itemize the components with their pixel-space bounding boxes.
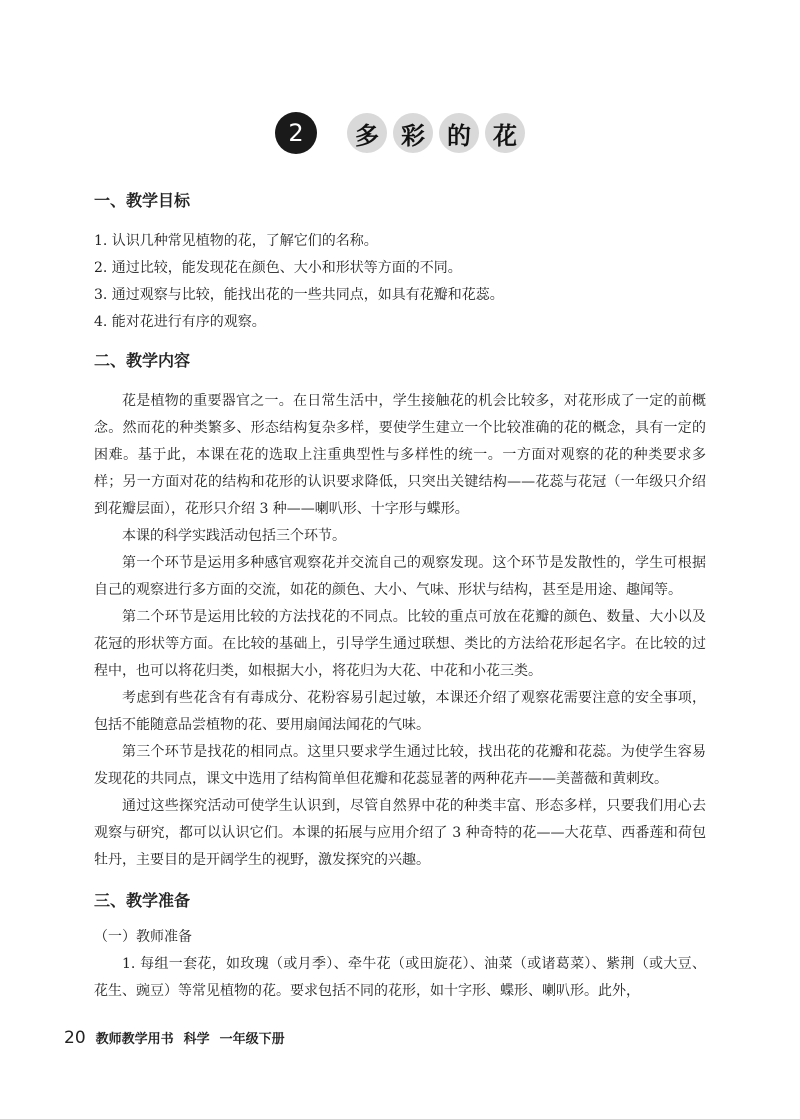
goals-list [94, 228, 706, 336]
paragraph: 1. 每组一套花，如玫瑰（或月季）、牵牛花（或田旋花）、油菜（或诸葛菜）、紫荆（或大豆、花生、豌豆）等常见植物的花。要求包括不同的花形，如十字形、蝶形、喇叭形。此外， [94, 956, 706, 999]
paragraph: 通过这些探究活动可使学生认识到，尽管自然界中花的种类丰富、形态多样，只要我们用心去观察与研究，都可以认识它们。本课的拓展与应用介绍了 3 种奇特的花——大花草、西番莲和荷包牡丹，主要目的是开阔学生的视野，激发探究的兴趣。 [94, 798, 706, 868]
subject-name: 科学 [183, 1032, 210, 1047]
paragraph: 花是植物的重要器官之一。在日常生活中，学生接触花的机会比较多，对花形成了一定的前概念。然而花的种类繁多、形态结构复杂多样，要使学生建立一个比较准确的花的概念，具有一定的困难。基于此，本课在花的选取上注重典型性与多样性的统一。一方面对观察的花的种类要求多样；另一方面对花的结构和花形的认识要求降低，只突出关键结构——花蕊与花冠（一年级只介绍到花瓣层面），花形只介绍 3 种——喇叭形、十字形与蝶形。 [94, 393, 706, 517]
goal-item: 1. 认识几种常见植物的花，了解它们的名称。 [94, 233, 378, 249]
page-body [94, 186, 706, 1005]
title-char: 多 [347, 113, 387, 153]
goal-item: 2. 通过比较，能发现花在颜色、大小和形状等方面的不同。 [94, 260, 462, 276]
book-title: 教师教学用书 [95, 1032, 174, 1047]
content-paragraphs [94, 388, 706, 874]
subheading-teacher-prep: （一）教师准备 [94, 929, 192, 945]
section-heading-content: 二、教学内容 [94, 351, 191, 370]
lesson-title-chars [347, 113, 525, 153]
page-number: 20 [64, 1028, 86, 1048]
paragraph: 第三个环节是找花的相同点。这里只要求学生通过比较，找出花的花瓣和花蕊。为使学生容易发现花的共同点，课文中选用了结构简单但花瓣和花蕊显著的两种花卉——美蔷薇和黄刺玫。 [94, 744, 706, 787]
title-char: 彩 [393, 113, 433, 153]
paragraph: 本课的科学实践活动包括三个环节。 [122, 528, 346, 544]
title-char: 花 [485, 113, 525, 153]
section-heading-goals: 一、教学目标 [94, 191, 191, 210]
title-char: 的 [439, 113, 479, 153]
page-footer [64, 1028, 285, 1048]
goal-item: 4. 能对花进行有序的观察。 [94, 314, 266, 330]
section-heading-preparation: 三、教学准备 [94, 891, 191, 910]
lesson-title [0, 112, 800, 154]
paragraph: 第一个环节是运用多种感官观察花并交流自己的观察发现。这个环节是发散性的，学生可根据自己的观察进行多方面的交流，如花的颜色、大小、气味、形状与结构，甚至是用途、趣闻等。 [94, 555, 706, 598]
lesson-number-badge: 2 [275, 112, 317, 154]
grade-label: 一年级下册 [219, 1032, 285, 1047]
paragraph: 第二个环节是运用比较的方法找花的不同点。比较的重点可放在花瓣的颜色、数量、大小以及花冠的形状等方面。在比较的基础上，引导学生通过联想、类比的方法给花形起名字。在比较的过程中，也可以将花归类，如根据大小，将花归为大花、中花和小花三类。 [94, 609, 706, 679]
goal-item: 3. 通过观察与比较，能找出花的一些共同点，如具有花瓣和花蕊。 [94, 287, 504, 303]
paragraph: 考虑到有些花含有有毒成分、花粉容易引起过敏，本课还介绍了观察花需要注意的安全事项，包括不能随意品尝植物的花、要用扇闻法闻花的气味。 [94, 690, 706, 733]
